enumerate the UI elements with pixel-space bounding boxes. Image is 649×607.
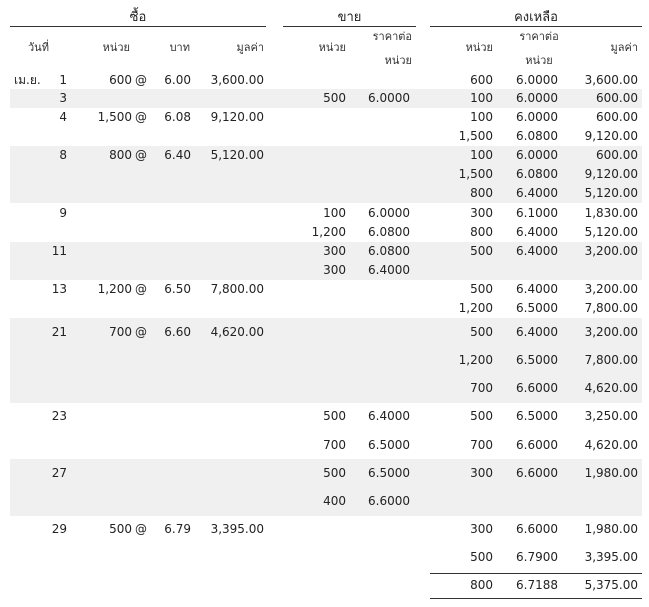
cell-day: 13 — [51, 282, 67, 296]
table-row — [0, 494, 649, 510]
cell-buy-value: 7,800.00 — [210, 282, 264, 296]
table-row — [0, 225, 649, 241]
cell-bal-price: 6.4000 — [516, 225, 558, 239]
cell-bal-price: 6.0000 — [516, 91, 558, 105]
header-sell-units: หน่วย — [318, 41, 346, 54]
cell-bal-units: 500 — [470, 244, 493, 258]
cell-bal-value: 3,200.00 — [584, 325, 638, 339]
cell-bal-price: 6.0000 — [516, 148, 558, 162]
cell-bal-units: 1,500 — [458, 129, 493, 143]
cell-day: 9 — [59, 206, 67, 220]
cell-bal-value: 1,980.00 — [584, 466, 638, 480]
cell-sell-price: 6.0000 — [368, 206, 410, 220]
cell-buy-price: 6.08 — [164, 110, 191, 124]
cell-bal-price: 6.0000 — [516, 110, 558, 124]
table-row — [0, 466, 649, 482]
cell-day: 27 — [51, 466, 67, 480]
cell-bal-value: 600.00 — [596, 110, 638, 124]
cell-bal-price: 6.0000 — [516, 73, 558, 87]
cell-sell-units: 300 — [323, 263, 346, 277]
cell-buy-price: 6.79 — [164, 522, 191, 536]
total-bottom-line — [430, 598, 642, 599]
cell-bal-value: 3,395.00 — [584, 550, 638, 564]
cell-sell-units: 300 — [323, 244, 346, 258]
cell-buy-price: 6.00 — [164, 73, 191, 87]
cell-bal-units: 100 — [470, 148, 493, 162]
cell-sell-price: 6.5000 — [368, 466, 410, 480]
cell-bal-units: 600 — [470, 73, 493, 87]
cell-sell-units: 500 — [323, 91, 346, 105]
cell-sell-price: 6.6000 — [368, 494, 410, 508]
cell-bal-price: 6.0800 — [516, 129, 558, 143]
table-row — [0, 409, 649, 425]
table-row — [0, 73, 649, 89]
at-sign: @ — [135, 148, 147, 162]
cell-bal-units: 500 — [470, 550, 493, 564]
cell-bal-units: 1,200 — [458, 301, 493, 315]
cell-day: 3 — [59, 91, 67, 105]
table-row — [0, 206, 649, 222]
table-row — [0, 301, 649, 317]
header-buy-value: มูลค่า — [236, 41, 264, 54]
cell-sell-units: 100 — [323, 206, 346, 220]
header-bal-value: มูลค่า — [610, 41, 638, 54]
cell-bal-units: 300 — [470, 206, 493, 220]
header-buy-price: บาท — [169, 41, 190, 54]
cell-sell-units: 700 — [323, 438, 346, 452]
cell-day: 23 — [51, 409, 67, 423]
cell-bal-price: 6.7188 — [516, 578, 558, 592]
cell-bal-price: 6.5000 — [516, 301, 558, 315]
total-top-line — [430, 573, 642, 574]
cell-buy-value: 3,395.00 — [210, 522, 264, 536]
cell-buy-price: 6.40 — [164, 148, 191, 162]
cell-bal-units: 500 — [470, 325, 493, 339]
section-underline-balance — [430, 26, 642, 27]
cell-buy-units: 1,200 — [97, 282, 132, 296]
cell-bal-value: 5,375.00 — [584, 578, 638, 592]
cell-bal-value: 3,600.00 — [584, 73, 638, 87]
header-sell-price-line1: ราคาต่อ — [372, 30, 412, 43]
table-row — [0, 438, 649, 454]
cell-bal-units: 1,500 — [458, 167, 493, 181]
cell-bal-price: 6.4000 — [516, 282, 558, 296]
header-bal-price-line2: หน่วย — [525, 54, 553, 67]
cell-bal-units: 1,200 — [458, 353, 493, 367]
cell-bal-units: 500 — [470, 409, 493, 423]
cell-buy-value: 5,120.00 — [210, 148, 264, 162]
cell-sell-price: 6.5000 — [368, 438, 410, 452]
cell-bal-price: 6.5000 — [516, 409, 558, 423]
cell-bal-price: 6.0800 — [516, 167, 558, 181]
at-sign: @ — [135, 73, 147, 87]
header-date: วันที่ — [28, 41, 49, 54]
cell-buy-units: 1,500 — [97, 110, 132, 124]
table-row — [0, 353, 649, 369]
cell-bal-value: 600.00 — [596, 148, 638, 162]
header-buy-units: หน่วย — [102, 41, 130, 54]
table-row — [0, 129, 649, 145]
cell-bal-units: 800 — [470, 225, 493, 239]
cell-buy-value: 9,120.00 — [210, 110, 264, 124]
table-row — [0, 148, 649, 164]
cell-buy-price: 6.60 — [164, 325, 191, 339]
cell-bal-value: 9,120.00 — [584, 167, 638, 181]
cell-bal-value: 600.00 — [596, 91, 638, 105]
cell-bal-units: 800 — [470, 578, 493, 592]
cell-bal-price: 6.4000 — [516, 244, 558, 258]
cell-bal-units: 300 — [470, 522, 493, 536]
cell-bal-price: 6.4000 — [516, 186, 558, 200]
cell-buy-price: 6.50 — [164, 282, 191, 296]
cell-bal-value: 1,830.00 — [584, 206, 638, 220]
cell-bal-value: 3,200.00 — [584, 282, 638, 296]
table-row — [0, 91, 649, 107]
section-title-balance: คงเหลือ — [514, 10, 558, 25]
cell-sell-price: 6.4000 — [368, 409, 410, 423]
cell-bal-value: 4,620.00 — [584, 438, 638, 452]
cell-bal-value: 5,120.00 — [584, 225, 638, 239]
cell-sell-price: 6.0800 — [368, 244, 410, 258]
cell-bal-price: 6.4000 — [516, 325, 558, 339]
section-title-buy: ซื้อ — [129, 10, 147, 25]
table-row — [0, 110, 649, 126]
table-row — [0, 244, 649, 260]
cell-bal-units: 100 — [470, 91, 493, 105]
cell-day: 1 — [59, 73, 67, 87]
cell-bal-price: 6.6000 — [516, 466, 558, 480]
header-bal-units: หน่วย — [465, 41, 493, 54]
table-row — [0, 282, 649, 298]
cell-bal-units: 800 — [470, 186, 493, 200]
cell-sell-units: 400 — [323, 494, 346, 508]
cell-day: 21 — [51, 325, 67, 339]
cell-bal-units: 300 — [470, 466, 493, 480]
table-row — [0, 167, 649, 183]
cell-buy-units: 700 — [109, 325, 132, 339]
cell-bal-units: 700 — [470, 438, 493, 452]
section-title-sell: ขาย — [337, 10, 362, 25]
cell-bal-value: 9,120.00 — [584, 129, 638, 143]
at-sign: @ — [135, 325, 147, 339]
table-row — [0, 578, 649, 594]
cell-buy-units: 500 — [109, 522, 132, 536]
cell-bal-price: 6.6000 — [516, 522, 558, 536]
at-sign: @ — [135, 522, 147, 536]
at-sign: @ — [135, 110, 147, 124]
cell-sell-units: 500 — [323, 466, 346, 480]
header-sell-price-line2: หน่วย — [384, 54, 412, 67]
cell-buy-value: 4,620.00 — [210, 325, 264, 339]
cell-sell-price: 6.4000 — [368, 263, 410, 277]
section-underline-sell — [283, 26, 416, 27]
header-bal-price-line1: ราคาต่อ — [519, 30, 559, 43]
cell-sell-price: 6.0000 — [368, 91, 410, 105]
cell-day: 11 — [51, 244, 67, 258]
cell-bal-value: 7,800.00 — [584, 301, 638, 315]
cell-day: 8 — [59, 148, 67, 162]
cell-sell-price: 6.0800 — [368, 225, 410, 239]
table-row — [0, 522, 649, 538]
cell-bal-units: 700 — [470, 381, 493, 395]
cell-bal-units: 500 — [470, 282, 493, 296]
cell-bal-value: 5,120.00 — [584, 186, 638, 200]
cell-buy-value: 3,600.00 — [210, 73, 264, 87]
cell-bal-value: 3,200.00 — [584, 244, 638, 258]
cell-bal-value: 4,620.00 — [584, 381, 638, 395]
cell-bal-value: 1,980.00 — [584, 522, 638, 536]
cell-bal-units: 100 — [470, 110, 493, 124]
section-underline-buy — [10, 26, 266, 27]
table-row — [0, 325, 649, 341]
cell-bal-price: 6.5000 — [516, 353, 558, 367]
cell-sell-units: 500 — [323, 409, 346, 423]
cell-bal-value: 7,800.00 — [584, 353, 638, 367]
month-label: เม.ย. — [14, 73, 41, 87]
at-sign: @ — [135, 282, 147, 296]
cell-sell-units: 1,200 — [311, 225, 346, 239]
cell-buy-units: 800 — [109, 148, 132, 162]
cell-day: 4 — [59, 110, 67, 124]
table-row — [0, 381, 649, 397]
table-row — [0, 550, 649, 566]
cell-day: 29 — [51, 522, 67, 536]
cell-bal-price: 6.1000 — [516, 206, 558, 220]
cell-bal-price: 6.6000 — [516, 438, 558, 452]
cell-bal-price: 6.6000 — [516, 381, 558, 395]
table-row — [0, 186, 649, 202]
cell-bal-price: 6.7900 — [516, 550, 558, 564]
table-row — [0, 263, 649, 279]
cell-bal-value: 3,250.00 — [584, 409, 638, 423]
cell-buy-units: 600 — [109, 73, 132, 87]
